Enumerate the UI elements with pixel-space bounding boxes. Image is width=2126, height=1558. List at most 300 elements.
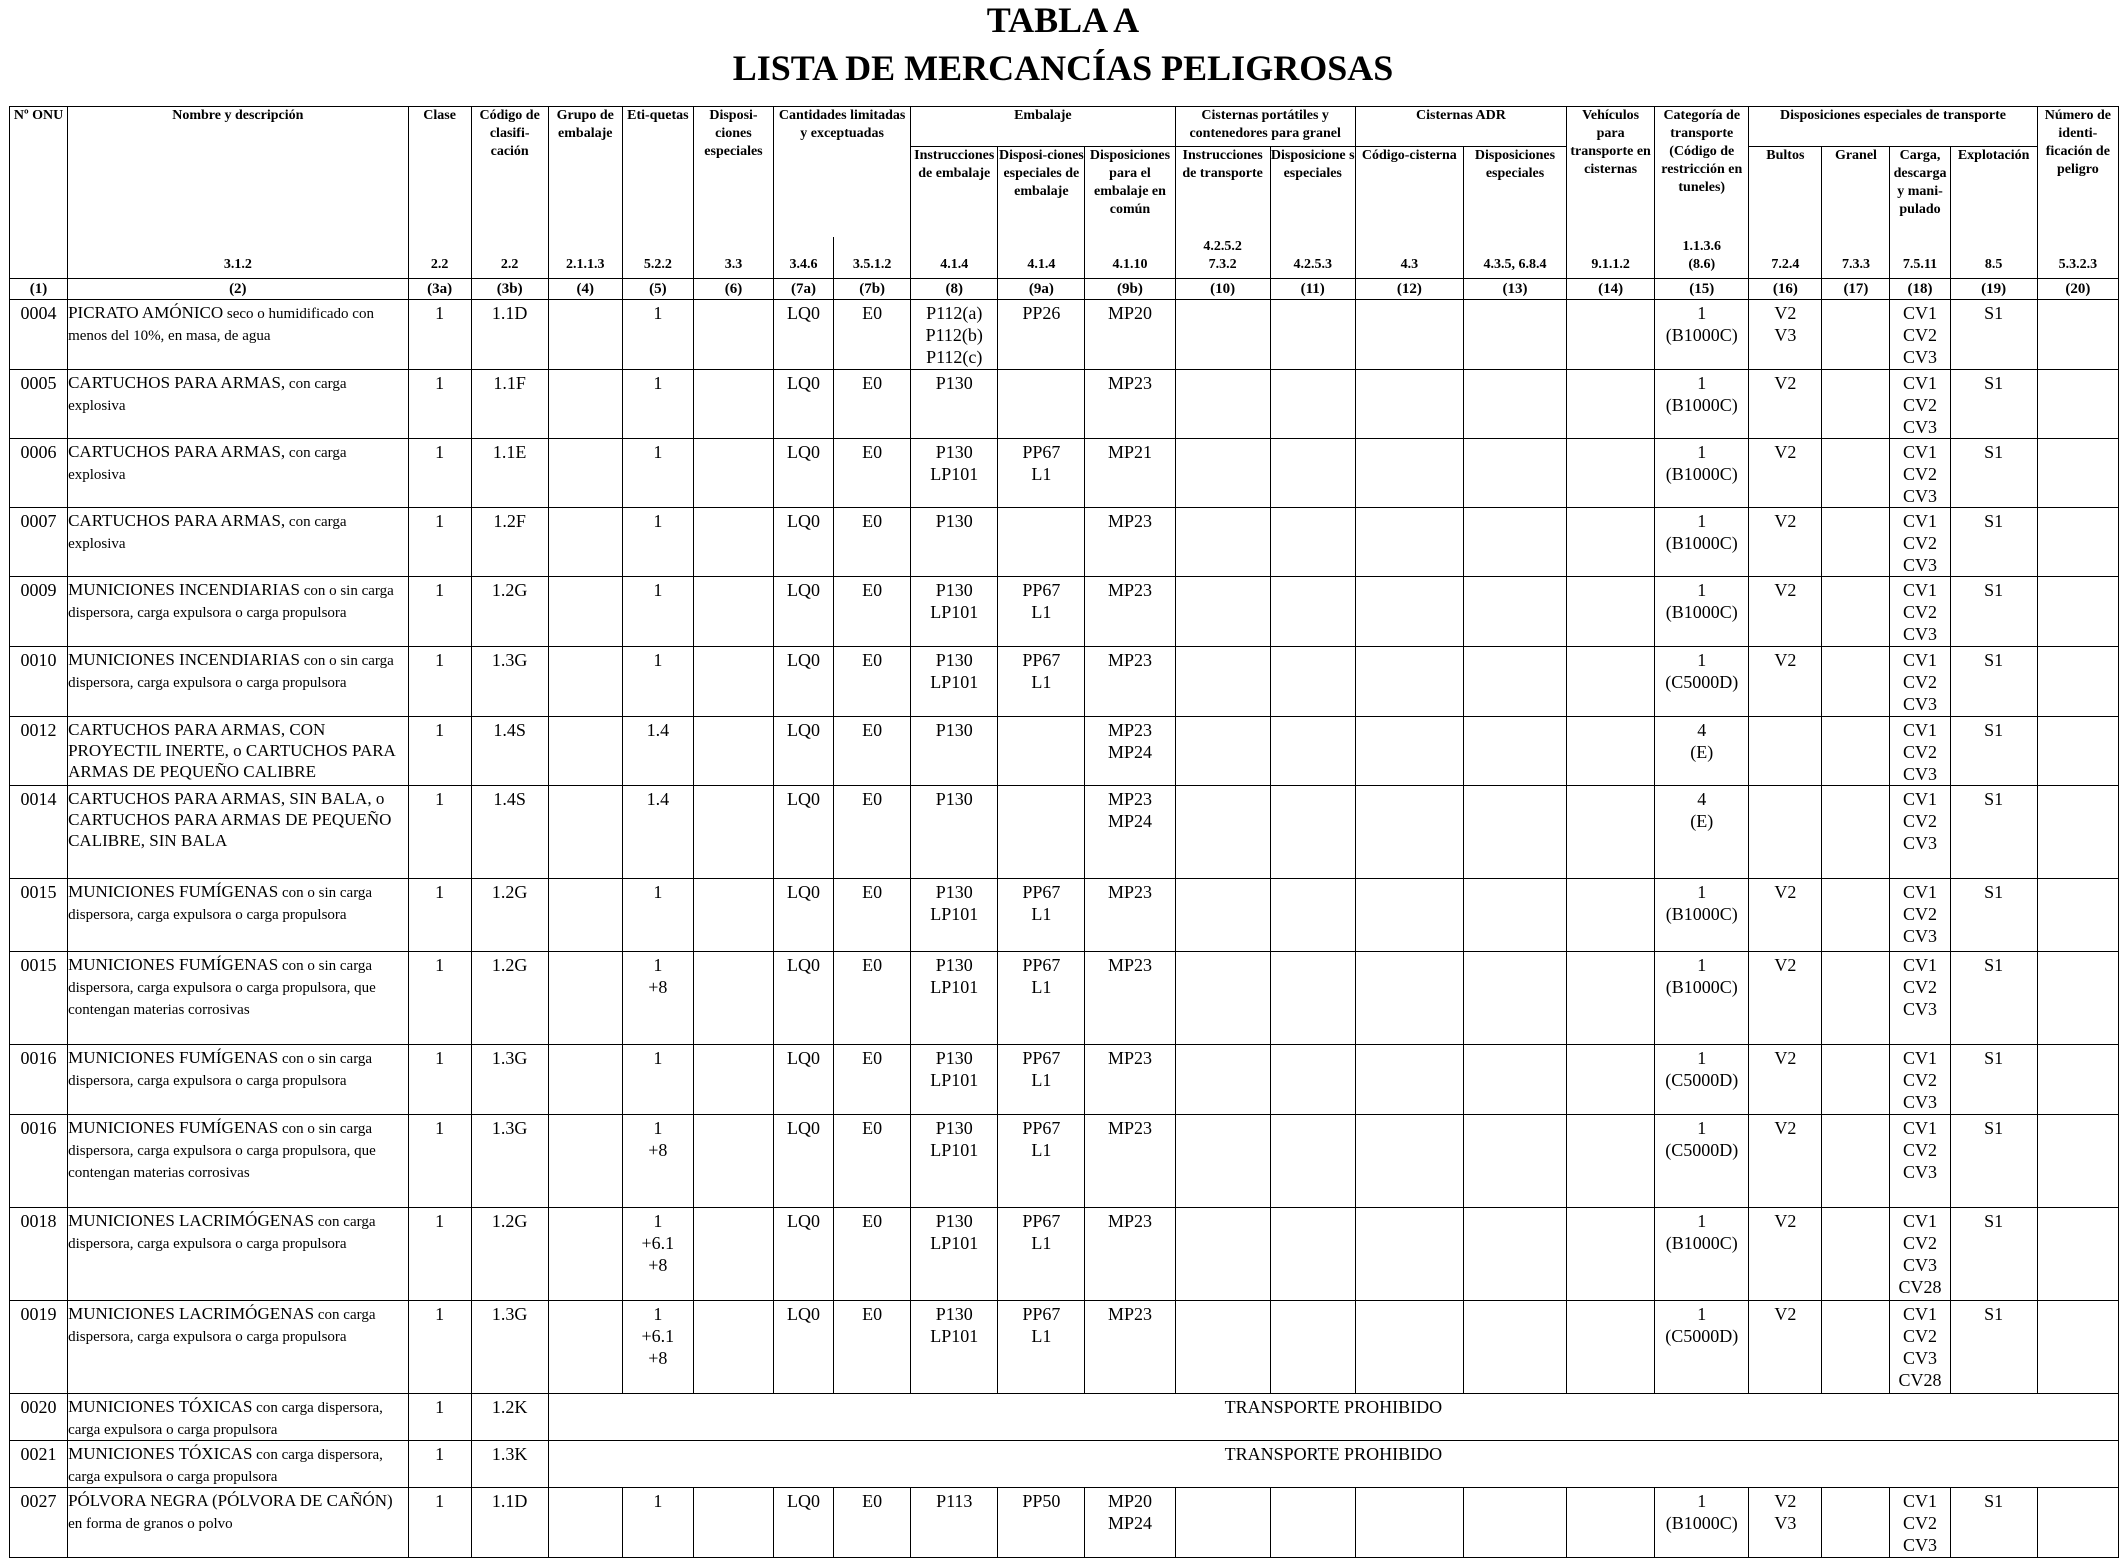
packing-instructions-cell-text — [911, 786, 997, 810]
special-packing-provisions-cell — [998, 952, 1085, 1045]
special-provisions-cell — [693, 879, 773, 952]
labels-cell-text — [623, 1488, 693, 1512]
transport-category-cell — [1655, 1115, 1749, 1208]
packages-provisions-cell-line: V2 — [1774, 1048, 1797, 1068]
packages-provisions-cell — [1749, 952, 1822, 1045]
class-cell — [408, 1301, 471, 1394]
tank-vehicle-cell — [1567, 1301, 1655, 1394]
un-number-cell — [10, 1441, 68, 1488]
packages-provisions-cell-text — [1749, 647, 1821, 671]
classification-code-cell — [471, 300, 548, 370]
bulk-provisions-cell-text — [1822, 786, 1889, 788]
mixed-packing-provisions-cell-text — [1085, 879, 1174, 903]
special-provisions-cell — [693, 1045, 773, 1115]
name-description-cell — [68, 1441, 408, 1488]
labels-cell — [622, 439, 693, 508]
tank-vehicle-cell-text — [1567, 1208, 1654, 1210]
packing-instructions-cell-line: LP101 — [930, 1233, 979, 1253]
portable-tank-provisions-cell — [1270, 717, 1355, 786]
mixed-packing-provisions-cell — [1085, 1488, 1175, 1558]
packing-instructions-cell — [911, 577, 998, 647]
mixed-packing-provisions-cell-line: MP23 — [1107, 882, 1152, 902]
packages-provisions-cell — [1749, 1045, 1822, 1115]
packing-instructions-cell-line: LP101 — [930, 464, 979, 484]
table-row — [10, 1301, 2119, 1394]
packing-instructions-cell-text — [911, 577, 997, 623]
labels-cell-line: +6.1 — [641, 1326, 675, 1346]
transport-category-cell — [1655, 952, 1749, 1045]
mixed-packing-provisions-cell-line: MP20 — [1107, 1491, 1152, 1511]
un-number-cell — [10, 577, 68, 647]
table-row — [10, 1115, 2119, 1208]
transport-category-cell-text — [1655, 1488, 1748, 1534]
transport-category-cell-text — [1655, 1301, 1748, 1347]
adr-tank-provisions-cell-text — [1464, 952, 1566, 954]
mixed-packing-provisions-cell — [1085, 1115, 1175, 1208]
table-row — [10, 508, 2119, 577]
operation-cell-text: S1 — [1984, 720, 2004, 740]
loading-handling-cell-text — [1890, 370, 1949, 438]
header-disposiciones-transporte: Disposiciones especiales de transporte — [1749, 107, 2037, 147]
loading-handling-cell-line: CV3 — [1903, 555, 1938, 575]
ref-emb-disp: 4.1.4 — [998, 237, 1085, 279]
operation-cell-text: S1 — [1984, 511, 2004, 531]
tank-vehicle-cell-text — [1567, 1488, 1654, 1490]
class-cell — [408, 300, 471, 370]
special-packing-provisions-cell-text — [998, 1115, 1084, 1161]
table-row — [10, 1394, 2119, 1441]
transport-category-cell-line: (C5000D) — [1665, 1140, 1739, 1160]
class-cell — [408, 439, 471, 508]
bulk-provisions-cell — [1822, 952, 1890, 1045]
special-provisions-cell — [693, 1301, 773, 1394]
transport-category-cell-text — [1655, 577, 1748, 623]
classification-code-cell-text: 1.3G — [491, 1118, 528, 1138]
excepted-quantities-cell-text: E0 — [862, 511, 883, 531]
class-cell-text: 1 — [435, 511, 445, 531]
special-packing-provisions-cell-text — [998, 717, 1084, 719]
portable-tank-instructions-cell — [1175, 300, 1270, 370]
transport-prohibited-text: TRANSPORTE PROHIBIDO — [1224, 1444, 1443, 1464]
packing-group-cell-text — [549, 879, 622, 881]
loading-handling-cell-line: CV3 — [1903, 999, 1938, 1019]
special-provisions-cell-text — [694, 786, 773, 788]
transport-category-cell-line: 1 — [1697, 650, 1707, 670]
ref-disposiciones: 3.3 — [693, 237, 773, 279]
special-provisions-cell-text — [694, 1045, 773, 1047]
transport-category-cell-line: (B1000C) — [1665, 464, 1738, 484]
transport-category-cell-line: 4 — [1697, 789, 1707, 809]
labels-cell-line: 1 — [653, 1211, 663, 1231]
classification-code-cell-text: 1.2K — [491, 1397, 528, 1417]
mixed-packing-provisions-cell-line: MP23 — [1107, 720, 1152, 740]
operation-cell — [1950, 1488, 2037, 1558]
header-cisternas-adr: Cisternas ADR — [1355, 107, 1566, 147]
classification-code-cell-text: 1.4S — [493, 720, 526, 740]
labels-cell — [622, 647, 693, 717]
un-number-cell — [10, 786, 68, 879]
adr-tank-code-cell-text — [1356, 717, 1463, 719]
special-provisions-cell-text — [694, 879, 773, 881]
class-cell — [408, 717, 471, 786]
ref-carga: 7.5.11 — [1890, 237, 1950, 279]
transport-category-cell — [1655, 786, 1749, 879]
loading-handling-cell-line: CV1 — [1903, 1304, 1938, 1324]
class-cell-text: 1 — [435, 1444, 445, 1464]
limited-quantities-cell — [774, 647, 834, 717]
special-packing-provisions-cell-text — [998, 952, 1084, 998]
special-packing-provisions-cell — [998, 1208, 1085, 1301]
bulk-provisions-cell-text — [1822, 952, 1889, 954]
hazard-id-number-cell — [2037, 577, 2118, 647]
special-packing-provisions-cell — [998, 717, 1085, 786]
loading-handling-cell-line: CV3 — [1903, 624, 1938, 644]
name-description-text — [68, 1301, 407, 1347]
portable-tank-provisions-cell — [1270, 879, 1355, 952]
labels-cell-line: 1 — [653, 1048, 663, 1068]
loading-handling-cell-line: CV2 — [1903, 1513, 1938, 1533]
proper-shipping-name: MUNICIONES INCENDIARIAS — [68, 650, 300, 669]
class-cell — [408, 1208, 471, 1301]
hazard-id-number-cell-text — [2038, 1208, 2118, 1210]
class-cell-text: 1 — [435, 1491, 445, 1511]
un-number-cell-text: 0004 — [20, 303, 57, 323]
transport-category-cell-line: (B1000C) — [1665, 325, 1738, 345]
adr-tank-code-cell-text — [1356, 300, 1463, 302]
proper-shipping-name: MUNICIONES FUMÍGENAS — [68, 955, 279, 974]
hazard-id-number-cell-text — [2038, 370, 2118, 372]
transport-category-cell — [1655, 577, 1749, 647]
mixed-packing-provisions-cell-line: MP23 — [1107, 580, 1152, 600]
labels-cell-text — [623, 1045, 693, 1069]
tank-vehicle-cell — [1567, 1208, 1655, 1301]
labels-cell-line: 1 — [653, 373, 663, 393]
operation-cell — [1950, 370, 2037, 439]
column-number: (20) — [2037, 279, 2118, 300]
bulk-provisions-cell — [1822, 717, 1890, 786]
hazard-id-number-cell — [2037, 786, 2118, 879]
mixed-packing-provisions-cell — [1085, 717, 1175, 786]
ref-cantidades-b: 3.5.1.2 — [834, 237, 911, 279]
classification-code-cell — [471, 1488, 548, 1558]
portable-tank-provisions-cell — [1270, 577, 1355, 647]
portable-tank-provisions-cell — [1270, 1045, 1355, 1115]
excepted-quantities-cell — [834, 508, 911, 577]
transport-category-cell-line: 1 — [1697, 955, 1707, 975]
tank-vehicle-cell — [1567, 952, 1655, 1045]
adr-tank-code-cell — [1355, 1208, 1463, 1301]
portable-tank-provisions-cell-text — [1271, 952, 1355, 954]
class-cell — [408, 1488, 471, 1558]
packing-instructions-cell-line: P130 — [935, 580, 973, 600]
packages-provisions-cell-text — [1749, 952, 1821, 976]
header-vehiculos: Vehículos para transporte en cisternas — [1567, 107, 1655, 237]
name-qualifier: con carga dispersora, carga expulsora o carga propulsora — [68, 1400, 383, 1438]
adr-tank-provisions-cell — [1463, 508, 1566, 577]
name-description-text — [68, 952, 407, 1020]
special-packing-provisions-cell — [998, 508, 1085, 577]
un-number-cell-text: 0012 — [20, 720, 57, 740]
class-cell — [408, 647, 471, 717]
loading-handling-cell-line: CV3 — [1903, 764, 1938, 784]
un-number-cell-text: 0014 — [20, 789, 57, 809]
special-provisions-cell-text — [694, 508, 773, 510]
adr-tank-code-cell-text — [1356, 1115, 1463, 1117]
ref-vehiculos: 9.1.1.2 — [1567, 237, 1655, 279]
class-cell-text: 1 — [435, 580, 445, 600]
packing-instructions-cell-line: P112(a) — [926, 303, 983, 323]
header-granel: Granel — [1822, 147, 1890, 237]
un-number-cell-text: 0027 — [20, 1491, 57, 1511]
special-packing-provisions-cell-text — [998, 1301, 1084, 1347]
loading-handling-cell-line: CV2 — [1903, 1233, 1938, 1253]
un-number-cell-text: 0019 — [20, 1304, 57, 1324]
name-qualifier: con o sin carga dispersora, carga expulsora o carga propulsora, que contengan materias corrosivas — [68, 958, 376, 1018]
hazard-id-number-cell-text — [2038, 577, 2118, 579]
un-number-cell-text: 0018 — [20, 1211, 57, 1231]
packages-provisions-cell-line: V3 — [1774, 1513, 1797, 1533]
packing-instructions-cell-line: P130 — [935, 1304, 973, 1324]
packages-provisions-cell — [1749, 786, 1822, 879]
mixed-packing-provisions-cell — [1085, 647, 1175, 717]
loading-handling-cell-text — [1890, 952, 1949, 1020]
labels-cell — [622, 879, 693, 952]
mixed-packing-provisions-cell — [1085, 786, 1175, 879]
class-cell — [408, 1115, 471, 1208]
proper-shipping-name: MUNICIONES FUMÍGENAS — [68, 882, 279, 901]
bulk-provisions-cell — [1822, 879, 1890, 952]
transport-category-cell — [1655, 647, 1749, 717]
loading-handling-cell-line: CV1 — [1903, 720, 1938, 740]
table-row — [10, 577, 2119, 647]
limited-quantities-cell — [774, 1045, 834, 1115]
class-cell — [408, 370, 471, 439]
portable-tank-instructions-cell — [1175, 879, 1270, 952]
packing-instructions-cell — [911, 786, 998, 879]
labels-cell — [622, 370, 693, 439]
transport-category-cell-line: (B1000C) — [1665, 1513, 1738, 1533]
column-number: (15) — [1655, 279, 1749, 300]
loading-handling-cell-line: CV2 — [1903, 1070, 1938, 1090]
excepted-quantities-cell-text: E0 — [862, 1048, 883, 1068]
adr-tank-provisions-cell-text — [1464, 508, 1566, 510]
packing-instructions-cell-text — [911, 1045, 997, 1091]
table-row — [10, 370, 2119, 439]
hazard-id-number-cell — [2037, 952, 2118, 1045]
hazard-id-number-cell — [2037, 370, 2118, 439]
excepted-quantities-cell-text: E0 — [862, 789, 883, 809]
limited-quantities-cell-text: LQ0 — [787, 442, 821, 462]
loading-handling-cell — [1890, 1488, 1950, 1558]
column-number: (7b) — [834, 279, 911, 300]
name-qualifier: con o sin carga dispersora, carga expulsora o carga propulsora — [68, 1051, 373, 1089]
operation-cell-text: S1 — [1984, 303, 2004, 323]
mixed-packing-provisions-cell — [1085, 879, 1175, 952]
bulk-provisions-cell — [1822, 1208, 1890, 1301]
packages-provisions-cell-text — [1749, 1208, 1821, 1232]
dangerous-goods-table — [9, 106, 2119, 1558]
excepted-quantities-cell-text: E0 — [862, 955, 883, 975]
name-description-cell — [68, 717, 408, 786]
bulk-provisions-cell — [1822, 439, 1890, 508]
loading-handling-cell-line: CV2 — [1903, 325, 1938, 345]
adr-tank-code-cell — [1355, 1488, 1463, 1558]
special-packing-provisions-cell-text — [998, 1045, 1084, 1091]
column-number: (16) — [1749, 279, 1822, 300]
limited-quantities-cell-text: LQ0 — [787, 303, 821, 323]
adr-tank-code-cell — [1355, 1301, 1463, 1394]
packing-instructions-cell-line: P113 — [936, 1491, 973, 1511]
mixed-packing-provisions-cell-line: MP23 — [1107, 789, 1152, 809]
adr-tank-code-cell — [1355, 647, 1463, 717]
loading-handling-cell-line: CV3 — [1903, 417, 1938, 437]
tank-vehicle-cell-text — [1567, 879, 1654, 881]
limited-quantities-cell-text: LQ0 — [787, 1491, 821, 1511]
special-packing-provisions-cell — [998, 577, 1085, 647]
adr-tank-code-cell-text — [1356, 786, 1463, 788]
packages-provisions-cell-text — [1749, 300, 1821, 346]
bulk-provisions-cell — [1822, 786, 1890, 879]
ref-numero-id: 5.3.2.3 — [2037, 237, 2118, 279]
operation-cell-text: S1 — [1984, 442, 2004, 462]
packing-instructions-cell-text — [911, 1301, 997, 1347]
special-provisions-cell-text — [694, 577, 773, 579]
un-number-cell — [10, 717, 68, 786]
packing-group-cell — [548, 1301, 622, 1394]
limited-quantities-cell-text: LQ0 — [787, 882, 821, 902]
portable-tank-provisions-cell — [1270, 786, 1355, 879]
operation-cell-text: S1 — [1984, 1304, 2004, 1324]
class-cell-text: 1 — [435, 303, 445, 323]
packing-group-cell — [548, 1488, 622, 1558]
column-numbers-row — [10, 279, 2119, 300]
column-number: (10) — [1175, 279, 1270, 300]
transport-prohibited-cell — [548, 1441, 2118, 1488]
header-cisternas-portatiles: Cisternas portátiles y contenedores para granel — [1175, 107, 1355, 147]
name-qualifier: con carga dispersora, carga expulsora o carga propulsora — [68, 1307, 376, 1345]
limited-quantities-cell — [774, 1208, 834, 1301]
loading-handling-cell-line: CV3 — [1903, 926, 1938, 946]
class-cell — [408, 879, 471, 952]
name-qualifier: con o sin carga dispersora, carga expulsora o carga propulsora — [68, 885, 373, 923]
header-bultos: Bultos — [1749, 147, 1822, 237]
packages-provisions-cell-line: V2 — [1774, 442, 1797, 462]
column-number: (3a) — [408, 279, 471, 300]
bulk-provisions-cell — [1822, 1301, 1890, 1394]
un-number-cell-text: 0015 — [20, 882, 57, 902]
header-adr-codigo: Código-cisterna — [1355, 147, 1463, 237]
packages-provisions-cell-line: V2 — [1774, 303, 1797, 323]
portable-tank-instructions-cell-text — [1176, 879, 1270, 881]
loading-handling-cell-text — [1890, 300, 1949, 368]
bulk-provisions-cell-text — [1822, 577, 1889, 579]
adr-tank-provisions-cell — [1463, 577, 1566, 647]
name-qualifier: con carga explosiva — [68, 376, 347, 414]
name-qualifier: seco o humidificado con menos del 10%, en masa, de agua — [68, 306, 374, 344]
packing-instructions-cell — [911, 370, 998, 439]
loading-handling-cell-line: CV1 — [1903, 789, 1938, 809]
hazard-id-number-cell-text — [2038, 439, 2118, 441]
transport-category-cell — [1655, 1301, 1749, 1394]
operation-cell-text: S1 — [1984, 580, 2004, 600]
special-packing-provisions-cell-line: L1 — [1031, 904, 1052, 924]
excepted-quantities-cell-text: E0 — [862, 580, 883, 600]
mixed-packing-provisions-cell-line: MP23 — [1107, 373, 1152, 393]
special-provisions-cell-text — [694, 300, 773, 302]
packages-provisions-cell-text — [1749, 439, 1821, 463]
special-provisions-cell-text — [694, 717, 773, 719]
special-packing-provisions-cell — [998, 300, 1085, 370]
packing-instructions-cell-text — [911, 300, 997, 368]
name-description-cell — [68, 1115, 408, 1208]
transport-category-cell-line: 4 — [1697, 720, 1707, 740]
adr-tank-code-cell — [1355, 300, 1463, 370]
adr-tank-provisions-cell-text — [1464, 786, 1566, 788]
transport-category-cell — [1655, 300, 1749, 370]
limited-quantities-cell-text: LQ0 — [787, 1211, 821, 1231]
special-packing-provisions-cell-text — [998, 1208, 1084, 1254]
transport-category-cell — [1655, 879, 1749, 952]
loading-handling-cell — [1890, 717, 1950, 786]
packing-instructions-cell — [911, 439, 998, 508]
packing-instructions-cell-line: P130 — [935, 511, 973, 531]
special-packing-provisions-cell-text — [998, 439, 1084, 485]
portable-tank-instructions-cell-text — [1176, 1301, 1270, 1303]
tank-vehicle-cell — [1567, 577, 1655, 647]
packing-group-cell-text — [549, 300, 622, 302]
transport-category-cell-line: (B1000C) — [1665, 977, 1738, 997]
table-row — [10, 786, 2119, 879]
packing-group-cell-text — [549, 439, 622, 441]
packing-instructions-cell — [911, 717, 998, 786]
limited-quantities-cell-text: LQ0 — [787, 580, 821, 600]
header-cp-disp: Disposicione s especiales — [1270, 147, 1355, 237]
hazard-id-number-cell-text — [2038, 1301, 2118, 1303]
transport-category-cell-line: 1 — [1697, 442, 1707, 462]
adr-tank-provisions-cell — [1463, 879, 1566, 952]
portable-tank-instructions-cell-text — [1176, 1208, 1270, 1210]
special-packing-provisions-cell — [998, 1115, 1085, 1208]
ref-cp-instr-a: 4.2.5.2 — [1203, 239, 1242, 254]
packages-provisions-cell-line: V2 — [1774, 955, 1797, 975]
classification-code-cell-text: 1.1D — [491, 1491, 528, 1511]
operation-cell-text: S1 — [1984, 373, 2004, 393]
tank-vehicle-cell-text — [1567, 717, 1654, 719]
mixed-packing-provisions-cell — [1085, 370, 1175, 439]
classification-code-cell — [471, 717, 548, 786]
adr-tank-provisions-cell — [1463, 1115, 1566, 1208]
portable-tank-instructions-cell-text — [1176, 300, 1270, 302]
loading-handling-cell-text — [1890, 1115, 1949, 1183]
transport-category-cell-text — [1655, 508, 1748, 554]
un-number-cell — [10, 1208, 68, 1301]
un-number-cell — [10, 439, 68, 508]
operation-cell — [1950, 1115, 2037, 1208]
ref-categoria-b: (8.6) — [1688, 257, 1716, 272]
packing-group-cell-text — [549, 1045, 622, 1047]
packing-group-cell-text — [549, 717, 622, 719]
adr-tank-code-cell — [1355, 879, 1463, 952]
special-packing-provisions-cell-text — [998, 300, 1084, 324]
un-number-cell-text: 0005 — [20, 373, 57, 393]
tank-vehicle-cell — [1567, 647, 1655, 717]
special-packing-provisions-cell — [998, 647, 1085, 717]
hazard-id-number-cell — [2037, 647, 2118, 717]
special-packing-provisions-cell-text — [998, 647, 1084, 693]
labels-cell-text — [623, 508, 693, 532]
packing-instructions-cell-line: P130 — [935, 442, 973, 462]
un-number-cell — [10, 1394, 68, 1441]
